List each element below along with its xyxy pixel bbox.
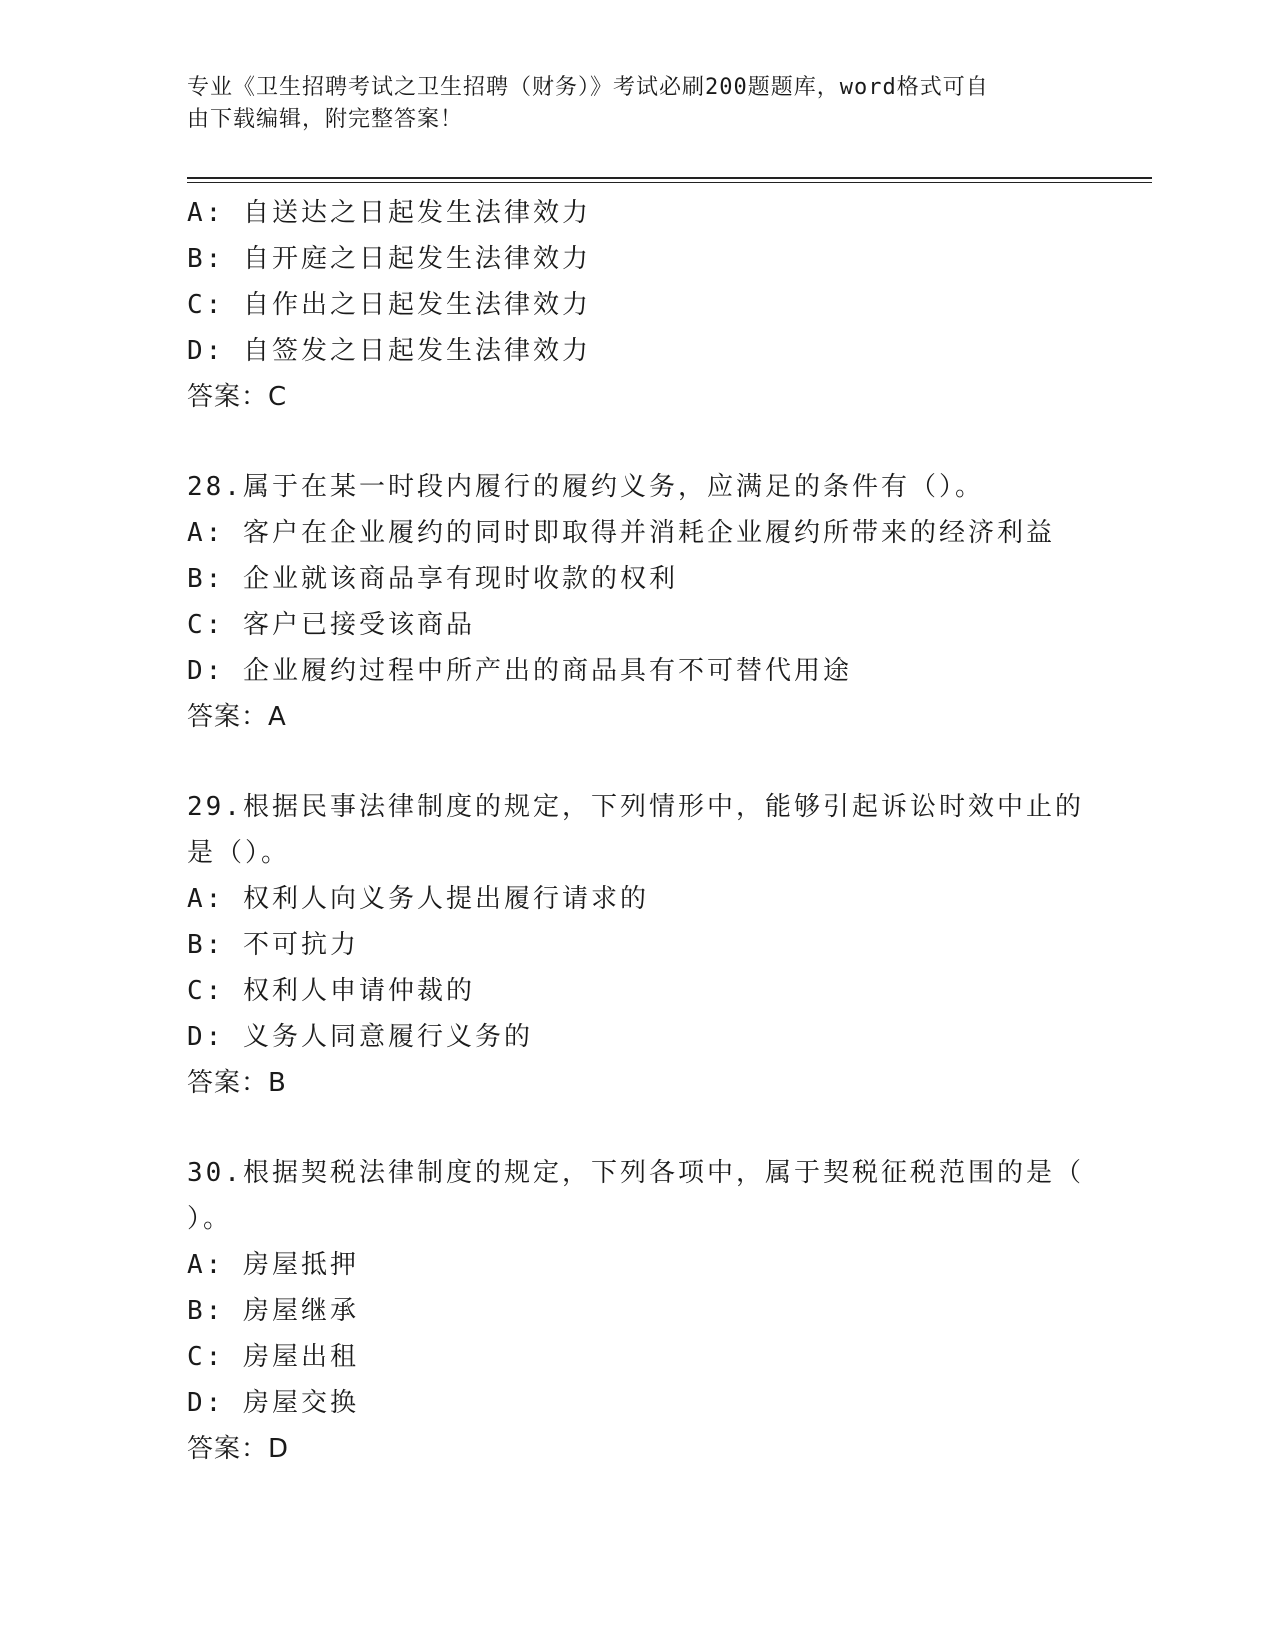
- header-line-2: 由下载编辑，附完整答案！: [187, 107, 464, 132]
- question-block-29: [187, 784, 1087, 1106]
- option-b: B: 企业就该商品享有现时收款的权利: [187, 564, 678, 594]
- answer: 答案：C: [187, 382, 288, 412]
- option-a: A: 权利人向义务人提出履行请求的: [187, 884, 649, 914]
- option-a: A: 客户在企业履约的同时即取得并消耗企业履约所带来的经济利益: [187, 518, 1055, 548]
- question-list: [187, 190, 1087, 1472]
- header-divider-thick: [187, 177, 1152, 179]
- option-d: D: 义务人同意履行义务的: [187, 1022, 533, 1052]
- option-c: C: 自作出之日起发生法律效力: [187, 290, 591, 320]
- answer: 答案：A: [187, 702, 287, 732]
- option-c: C: 客户已接受该商品: [187, 610, 475, 640]
- option-c: C: 房屋出租: [187, 1342, 359, 1372]
- option-b: B: 不可抗力: [187, 930, 359, 960]
- option-b: B: 自开庭之日起发生法律效力: [187, 244, 591, 274]
- answer: 答案：D: [187, 1434, 290, 1464]
- question-block-28: [187, 464, 1087, 740]
- option-b: B: 房屋继承: [187, 1296, 359, 1326]
- option-a: A: 自送达之日起发生法律效力: [187, 198, 591, 228]
- option-d: D: 自签发之日起发生法律效力: [187, 336, 591, 366]
- question-block-27: [187, 190, 1087, 420]
- document-header: [187, 72, 1087, 136]
- option-d: D: 企业履约过程中所产出的商品具有不可替代用途: [187, 656, 852, 686]
- header-line-1: 专业《卫生招聘考试之卫生招聘（财务）》考试必刷200题题库，word格式可自: [187, 75, 989, 100]
- question-text-continued: ）。: [187, 1204, 233, 1234]
- option-c: C: 权利人申请仲裁的: [187, 976, 475, 1006]
- option-a: A: 房屋抵押: [187, 1250, 359, 1280]
- header-divider-thin: [187, 182, 1152, 183]
- question-text: 29.根据民事法律制度的规定，下列情形中，能够引起诉讼时效中止的: [187, 792, 1084, 822]
- question-block-30: [187, 1150, 1087, 1472]
- question-text: 30.根据契税法律制度的规定，下列各项中，属于契税征税范围的是（: [187, 1158, 1084, 1188]
- question-text-continued: 是（）。: [187, 838, 291, 868]
- option-d: D: 房屋交换: [187, 1388, 359, 1418]
- answer: 答案：B: [187, 1068, 287, 1098]
- question-text: 28.属于在某一时段内履行的履约义务，应满足的条件有（）。: [187, 472, 984, 502]
